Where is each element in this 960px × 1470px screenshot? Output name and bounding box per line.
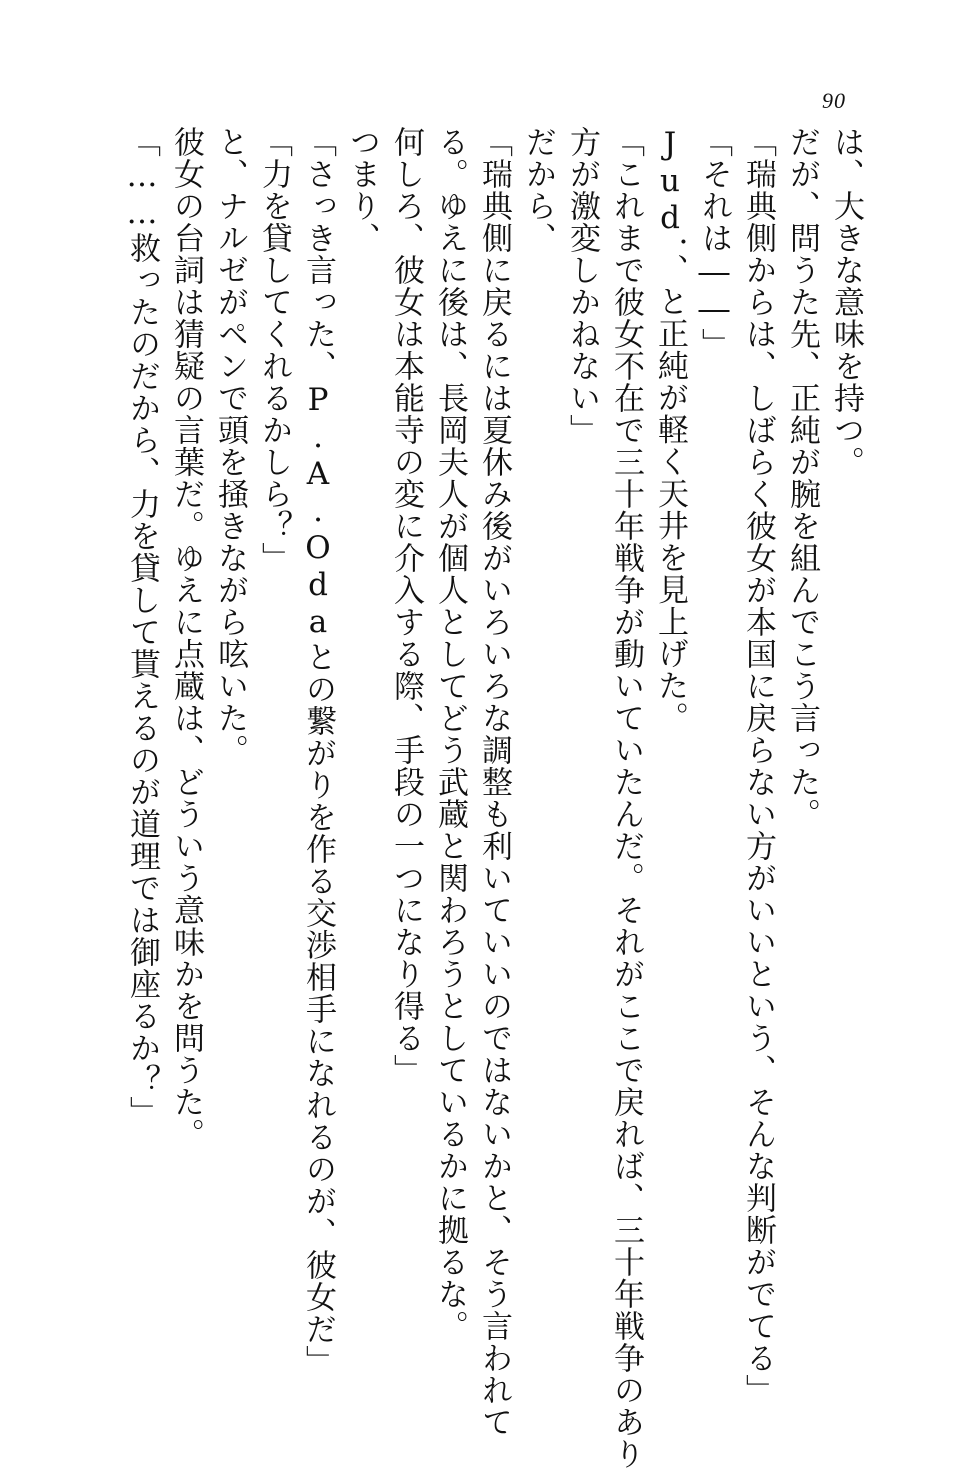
text-line: 何しろ、彼女は本能寺の変に介入する際、手段の一つになり得る」: [388, 126, 424, 1086]
text-line: つまり、: [344, 126, 380, 254]
text-line: は、大きな意味を持つ。: [828, 126, 864, 478]
text-line: と、ナルゼがペンで頭を掻きながら呟いた。: [212, 126, 248, 766]
text-line: 「これまで彼女不在で三十年戦争が動いていたんだ。それがここで戻れば、三十年戦争のあり: [608, 126, 644, 1470]
text-line: 方が激変しかねない」: [564, 126, 600, 446]
text-line: 「さっき言った、P.A.Odaとの繋がりを作る交渉相手になれるのが、彼女だ」: [300, 126, 336, 1377]
text-line: 「力を貸してくれるかしら？」: [256, 126, 292, 574]
text-line: 「……救ったのだから、力を貸して貰えるのが道理では御座るか？」: [124, 126, 160, 1128]
text-line: だが、問うた先、正純が腕を組んでこう言った。: [784, 126, 820, 830]
text-line: 「それは――」: [696, 126, 732, 360]
text-line: 彼女の台詞は猜疑の言葉だ。ゆえに点蔵は、どういう意味かを問うた。: [168, 126, 204, 1150]
text-line: だから、: [520, 126, 556, 254]
body-text: [120, 126, 868, 1470]
text-line: Jud．、と正純が軽く天井を見上げた。: [652, 126, 688, 734]
page-number: 90: [822, 88, 846, 113]
text-line: 「瑞典側からは、しばらく彼女が本国に戻らない方がいいという、そんな判断がでてる」: [740, 126, 776, 1406]
text-line: る。ゆえに後は、長岡夫人が個人としてどう武蔵と関わろうとしているかに拠るな。: [432, 126, 468, 1342]
text-line: 「瑞典側に戻るには夏休み後がいろいろな調整も利いていいのではないかと、そう言われて: [476, 126, 512, 1438]
